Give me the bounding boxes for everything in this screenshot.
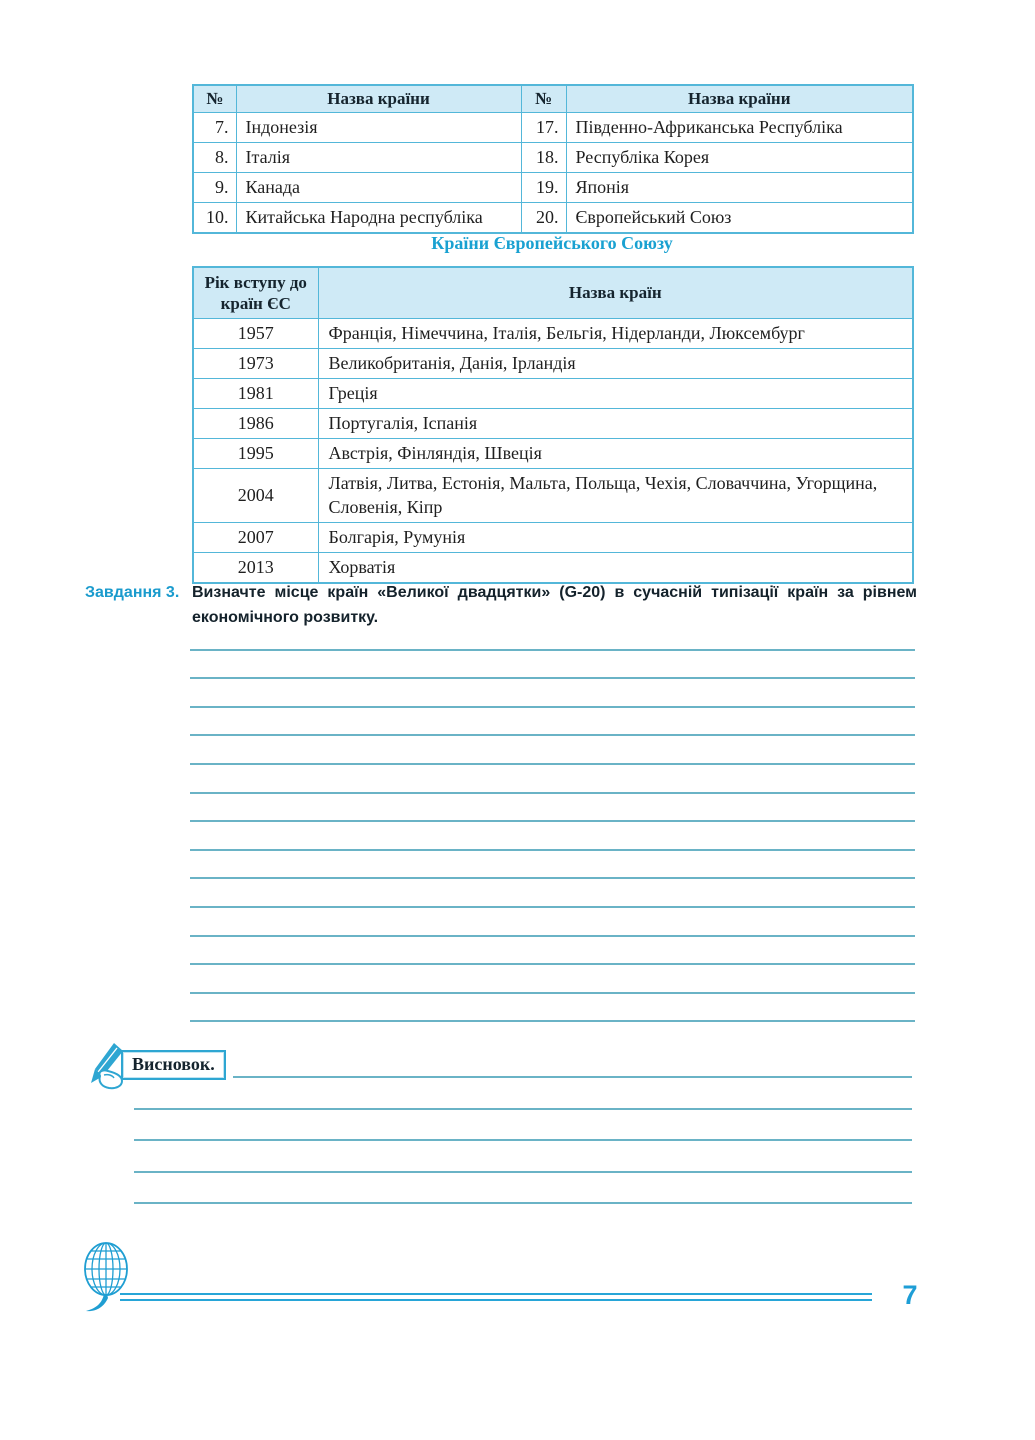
writing-line [190,794,915,823]
row-number-cell: 18. [521,143,566,173]
row-number-cell: 17. [521,113,566,143]
row-number-cell: 7. [193,113,236,143]
accession-year-cell: 2004 [193,469,318,523]
eu-accession-table [192,266,914,584]
accession-year-cell: 1957 [193,319,318,349]
column-header-country-right: Назва країни [566,85,913,113]
country-name-cell: Японія [566,173,913,203]
table-row [193,439,913,469]
conclusion-label-box [121,1050,226,1080]
table-row [193,552,913,583]
table-row [193,522,913,552]
row-number-cell: 9. [193,173,236,203]
row-number-cell: 10. [193,203,236,234]
country-list-cell: Латвія, Литва, Естонія, Мальта, Польща, Чехія, Словаччина, Угорщина, Словенія, Кіпр [318,469,913,523]
accession-year-cell: 1973 [193,349,318,379]
writing-line [134,1173,912,1205]
table-row [193,203,913,234]
conclusion-label: Висновок. [132,1054,215,1074]
country-list-cell: Великобританія, Данія, Ірландія [318,349,913,379]
country-list-cell: Хорватія [318,552,913,583]
table-row [193,409,913,439]
conclusion-writing-area [134,1078,912,1204]
writing-line [190,994,915,1023]
country-list-cell: Болгарія, Румунія [318,522,913,552]
writing-line [134,1110,912,1142]
g20-countries-table [192,84,914,234]
country-name-cell: Індонезія [236,113,521,143]
accession-year-cell: 1995 [193,439,318,469]
task-3-label: Завдання 3. [85,584,180,601]
column-header-number-right: № [521,85,566,113]
column-header-country-names: Назва країн [318,267,913,319]
writing-line [190,937,915,966]
row-number-cell: 8. [193,143,236,173]
task-3-text: Визначте місце країн «Великої двадцятки» (G-20) в сучасній типізації країн за рівнем економічного розвитку. [192,584,917,626]
country-name-cell: Канада [236,173,521,203]
country-name-cell: Республіка Корея [566,143,913,173]
row-number-cell: 20. [521,203,566,234]
country-list-cell: Португалія, Іспанія [318,409,913,439]
country-list-cell: Греція [318,379,913,409]
column-header-country-left: Назва країни [236,85,521,113]
writing-line [190,622,915,651]
country-name-cell: Південно-Африканська Республіка [566,113,913,143]
eu-header-row [193,267,913,319]
accession-year-cell: 2013 [193,552,318,583]
accession-year-cell: 2007 [193,522,318,552]
writing-line [190,736,915,765]
g20-header-row [193,85,913,113]
table-row [193,349,913,379]
table-row [193,143,913,173]
country-name-cell: Європейський Союз [566,203,913,234]
writing-line [190,908,915,937]
writing-line [190,679,915,708]
answer-writing-area [190,622,915,1022]
writing-line [190,879,915,908]
writing-line [190,765,915,794]
eu-section-title: Країни Європейського Союзу [431,233,673,253]
row-number-cell: 19. [521,173,566,203]
accession-year-cell: 1986 [193,409,318,439]
country-name-cell: Китайська Народна республіка [236,203,521,234]
writing-line [190,822,915,851]
country-name-cell: Італія [236,143,521,173]
page-number: 7 [902,1280,918,1310]
table-row [193,469,913,523]
country-list-cell: Австрія, Фінляндія, Швеція [318,439,913,469]
table-row [193,379,913,409]
writing-line [190,965,915,994]
writing-line [134,1078,912,1110]
table-row [193,319,913,349]
writing-line [190,651,915,680]
footer-double-rule [120,1293,872,1301]
column-header-accession-year: Рік вступу до країн ЄС [193,267,318,319]
table-row [193,113,913,143]
writing-line [233,1056,912,1078]
writing-line [190,851,915,880]
accession-year-cell: 1981 [193,379,318,409]
table-row [193,173,913,203]
writing-line [134,1141,912,1173]
column-header-number-left: № [193,85,236,113]
globe-icon [80,1242,134,1316]
writing-line [190,708,915,737]
country-list-cell: Франція, Німеччина, Італія, Бельгія, Нідерланди, Люксембург [318,319,913,349]
